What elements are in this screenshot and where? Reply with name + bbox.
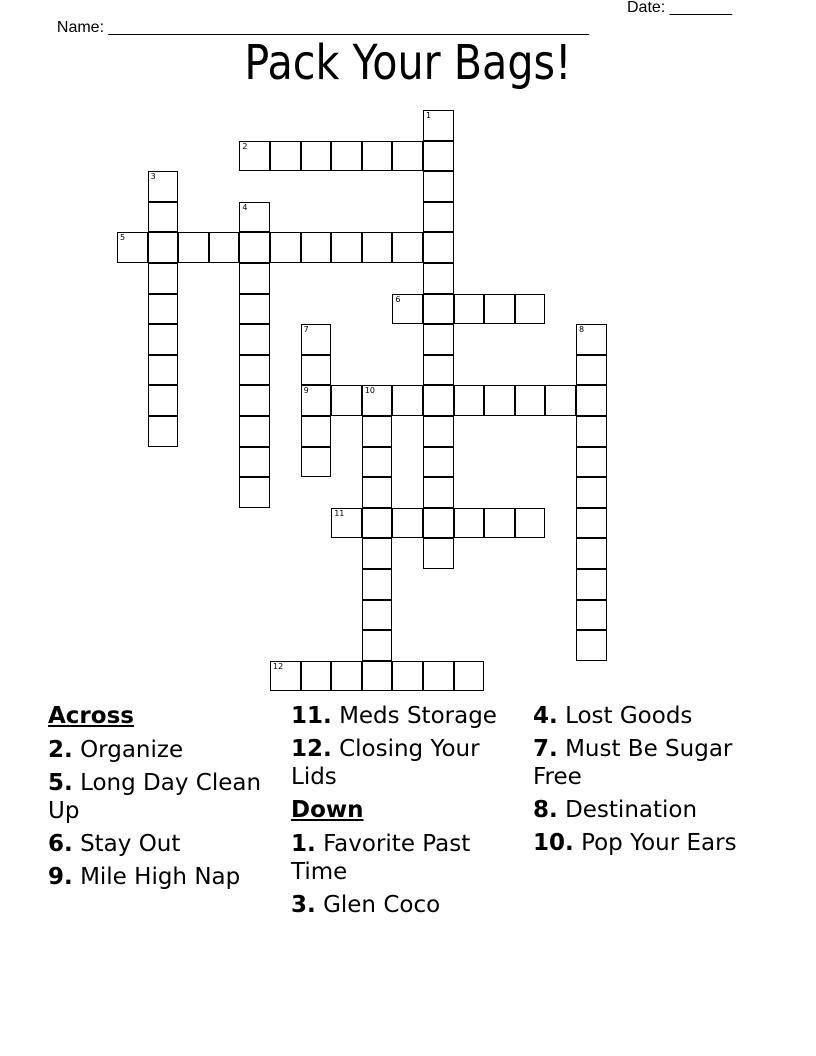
across-heading: Across: [48, 703, 134, 729]
grid-cell[interactable]: [148, 385, 179, 416]
grid-cell[interactable]: [270, 661, 301, 692]
clue-number: 2: [242, 141, 248, 151]
grid-cell[interactable]: [515, 294, 546, 325]
grid-cell[interactable]: [515, 508, 546, 539]
clue-number: 4: [242, 202, 248, 212]
clue-number: 9: [303, 386, 309, 396]
grid-cell[interactable]: [576, 447, 607, 478]
grid-cell[interactable]: [423, 508, 454, 539]
grid-cell[interactable]: [270, 141, 301, 172]
grid-cell[interactable]: [576, 630, 607, 661]
grid-cell[interactable]: [576, 477, 607, 508]
grid-cell[interactable]: [148, 232, 179, 263]
grid-cell[interactable]: [484, 385, 515, 416]
grid-cell[interactable]: [423, 263, 454, 294]
grid-cell[interactable]: [484, 508, 515, 539]
grid-cell[interactable]: [301, 385, 332, 416]
grid-cell[interactable]: [117, 232, 148, 263]
grid-cell[interactable]: [392, 508, 423, 539]
clue-down-7: 7. Must Be Sugar Free: [533, 736, 733, 790]
grid-cell[interactable]: [545, 385, 576, 416]
grid-cell[interactable]: [362, 600, 393, 631]
grid-cell[interactable]: [239, 447, 270, 478]
grid-cell[interactable]: [331, 232, 362, 263]
clue-down-1: 1. Favorite Past Time: [291, 831, 471, 885]
clue-number: 5: [120, 233, 126, 243]
grid-cell[interactable]: [576, 324, 607, 355]
grid-cell[interactable]: [423, 110, 454, 141]
clue-number: 1: [426, 111, 432, 120]
clue-down-8: 8. Destination: [533, 797, 698, 823]
grid-cell[interactable]: [362, 477, 393, 508]
grid-cell[interactable]: [239, 202, 270, 233]
grid-cell[interactable]: [301, 355, 332, 386]
clue-across-6: 6. Stay Out: [48, 831, 181, 857]
clue-number: 7: [303, 325, 309, 335]
grid-cell[interactable]: [576, 355, 607, 386]
grid-cell[interactable]: [576, 569, 607, 600]
grid-cell[interactable]: [148, 202, 179, 233]
grid-cell[interactable]: [148, 171, 179, 202]
grid-cell[interactable]: [423, 294, 454, 325]
clue-across-9: 9. Mile High Nap: [48, 864, 241, 890]
grid-cell[interactable]: [392, 661, 423, 692]
name-field[interactable]: Name: ______________________________________________________: [56, 19, 589, 36]
grid-cell[interactable]: [239, 263, 270, 294]
clue-number: 10: [364, 386, 375, 396]
grid-cell[interactable]: [362, 538, 393, 569]
grid-cell[interactable]: [576, 416, 607, 447]
grid-cell[interactable]: [301, 447, 332, 478]
grid-cell[interactable]: [148, 416, 179, 447]
grid-cell[interactable]: [392, 294, 423, 325]
grid-cell[interactable]: [423, 477, 454, 508]
grid-cell[interactable]: [301, 661, 332, 692]
clue-across-12: 12. Closing Your Lids: [291, 736, 480, 790]
grid-cell[interactable]: [362, 661, 393, 692]
grid-cell[interactable]: [362, 385, 393, 416]
grid-cell[interactable]: [423, 538, 454, 569]
clues-column-1: [48, 702, 273, 896]
grid-cell[interactable]: [331, 508, 362, 539]
grid-cell[interactable]: [209, 232, 240, 263]
grid-cell[interactable]: [423, 355, 454, 386]
grid-cell[interactable]: [148, 294, 179, 325]
grid-cell[interactable]: [331, 385, 362, 416]
grid-cell[interactable]: [454, 661, 485, 692]
grid-cell[interactable]: [178, 232, 209, 263]
grid-cell[interactable]: [454, 508, 485, 539]
grid-cell[interactable]: [576, 385, 607, 416]
grid-cell[interactable]: [392, 232, 423, 263]
date-field[interactable]: Date: _______: [627, 0, 732, 16]
grid-cell[interactable]: [148, 355, 179, 386]
grid-cell[interactable]: [362, 416, 393, 447]
grid-cell[interactable]: [362, 569, 393, 600]
clue-number: 11: [334, 508, 345, 518]
grid-cell[interactable]: [362, 141, 393, 172]
clue-across-11: 11. Meds Storage: [291, 703, 497, 729]
grid-cell[interactable]: [454, 385, 485, 416]
grid-cell[interactable]: [362, 508, 393, 539]
grid-cell[interactable]: [454, 294, 485, 325]
grid-cell[interactable]: [423, 447, 454, 478]
grid-cell[interactable]: [239, 477, 270, 508]
grid-cell[interactable]: [239, 324, 270, 355]
clues-column-3: [533, 702, 763, 862]
clue-down-3: 3. Glen Coco: [291, 892, 441, 918]
grid-cell[interactable]: [423, 416, 454, 447]
grid-cell[interactable]: [484, 294, 515, 325]
grid-cell[interactable]: [576, 600, 607, 631]
grid-cell[interactable]: [423, 141, 454, 172]
grid-cell[interactable]: [362, 447, 393, 478]
grid-cell[interactable]: [392, 141, 423, 172]
grid-cell[interactable]: [148, 324, 179, 355]
clues-column-2: [291, 702, 516, 924]
grid-cell[interactable]: [148, 263, 179, 294]
clue-down-10: 10. Pop Your Ears: [533, 830, 737, 856]
grid-cell[interactable]: [270, 232, 301, 263]
grid-cell[interactable]: [576, 538, 607, 569]
grid-cell[interactable]: [423, 661, 454, 692]
grid-cell[interactable]: [362, 630, 393, 661]
grid-cell[interactable]: [301, 141, 332, 172]
grid-cell[interactable]: [576, 508, 607, 539]
grid-cell[interactable]: [301, 324, 332, 355]
grid-cell[interactable]: [239, 416, 270, 447]
grid-cell[interactable]: [301, 232, 332, 263]
grid-cell[interactable]: [423, 202, 454, 233]
grid-cell[interactable]: [362, 232, 393, 263]
grid-cell[interactable]: [301, 416, 332, 447]
grid-cell[interactable]: [239, 141, 270, 172]
down-heading: Down: [291, 797, 364, 823]
grid-cell[interactable]: [515, 385, 546, 416]
grid-cell[interactable]: [331, 661, 362, 692]
clue-across-2: 2. Organize: [48, 737, 184, 763]
grid-cell[interactable]: [392, 385, 423, 416]
clue-across-5: 5. Long Day Clean Up: [48, 770, 262, 824]
grid-cell[interactable]: [239, 294, 270, 325]
grid-cell[interactable]: [331, 141, 362, 172]
grid-cell[interactable]: [239, 232, 270, 263]
clue-number: 12: [273, 661, 284, 671]
clue-number: 6: [395, 294, 401, 304]
page-title: Pack Your Bags!: [244, 35, 572, 91]
clue-down-4: 4. Lost Goods: [533, 703, 693, 729]
grid-cell[interactable]: [423, 232, 454, 263]
grid-cell[interactable]: [239, 355, 270, 386]
grid-cell[interactable]: [239, 385, 270, 416]
grid-cell[interactable]: [423, 171, 454, 202]
grid-cell[interactable]: [423, 324, 454, 355]
grid-cell[interactable]: [423, 385, 454, 416]
clue-number: 3: [150, 172, 156, 182]
clue-number: 8: [579, 325, 585, 335]
